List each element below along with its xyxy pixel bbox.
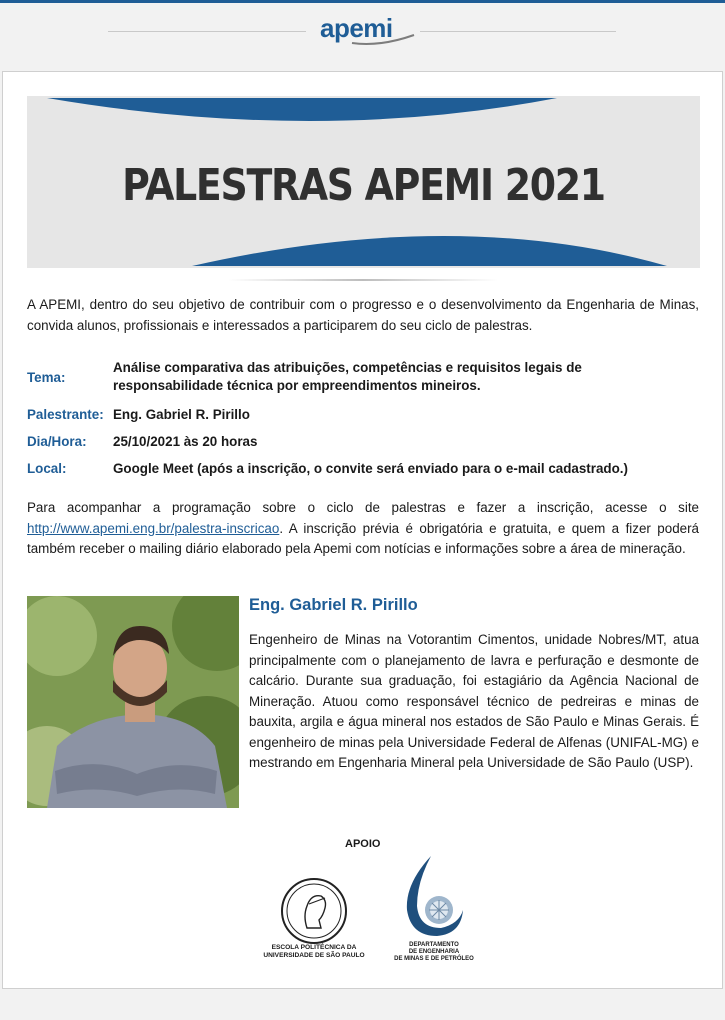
location-row [27,460,699,478]
speaker-portrait-image [27,596,239,808]
topic-label: Tema: [27,370,66,385]
registration-text-before: Para acompanhar a programação sobre o ciclo de palestras e fazer a inscrição, acesse o site [27,500,699,515]
support-heading: APOIO [345,838,381,850]
mining-department-logo-icon [401,854,467,940]
title-banner [27,96,700,268]
registration-paragraph [27,498,699,560]
header [0,3,725,71]
poli-usp-seal-icon [279,876,349,946]
topic-line-2: responsabilidade técnica por empreendimentos mineiros. [113,378,481,393]
datetime-label: Dia/Hora: [27,434,87,449]
topic-row [27,359,699,399]
datetime-row [27,433,699,451]
speaker-value: Eng. Gabriel R. Pirillo [113,407,250,422]
speaker-label: Palestrante: [27,407,104,422]
sponsor-dept-line-3: DE MINAS E DE PETRÓLEO [394,956,474,962]
newsletter-card [2,71,723,989]
location-value: Google Meet (após a inscrição, o convite será enviado para o e-mail cadastrado.) [113,461,628,476]
sponsor-poli-line-1: ESCOLA POLITÉCNICA DA [271,944,357,951]
speaker-photo [27,596,239,808]
speaker-bio: Engenheiro de Minas na Votorantim Cimentos, unidade Nobres/MT, atua principalmente com o planejamento de lavra e perfuração e desmonte de calcário. Durante sua graduação, foi estagiário da Agência Nacional de Mineração. Atuou como responsável técnico de pedreiras e minas de bauxita, argila e água mineral nos estados de São Paulo e Minas Gerais. É engenheiro de minas pela Universidade Federal de Alfenas (UNIFAL-MG) e mestrando em Engenharia Mineral pela Universidade de São Paulo (USP). [249,632,699,770]
topic-line-1: Análise comparativa das atribuições, competências e requisitos legais de [113,360,582,375]
sponsor-poli-usp [253,944,375,960]
registration-link[interactable]: http://www.apemi.eng.br/palestra-inscricao [27,520,280,536]
header-rule-right [420,31,616,32]
registration-text-after: . A inscrição prévia é obrigatória e gratuita, e quem a fizer poderá também receber o mailing diário elaborado pela Apemi com notícias e informações sobre a área de mineração. [27,520,699,556]
logo-swoosh-icon [350,33,416,47]
location-label: Local: [27,461,67,476]
speaker-row [27,406,699,424]
intro-paragraph: A APEMI, dentro do seu objetivo de contribuir com o progresso e o desenvolvimento da Engenharia de Minas, convida alunos, profissionais e interessados a participarem do seu ciclo de palestras. [27,297,699,333]
datetime-value: 25/10/2021 às 20 horas [113,434,258,449]
sponsor-mining-department [391,942,477,963]
apemi-logo[interactable]: apemi [320,13,393,43]
sponsor-dept-line-1: DEPARTAMENTO [409,942,459,948]
sponsor-dept-line-2: DE ENGENHARIA [408,949,460,955]
banner-title: PALESTRAS APEMI 2021 [122,160,605,211]
header-rule-left [108,31,306,32]
speaker-name-heading: Eng. Gabriel R. Pirillo [249,596,418,614]
banner-divider [228,279,498,281]
sponsor-poli-line-2: UNIVERSIDADE DE SÃO PAULO [263,952,365,959]
